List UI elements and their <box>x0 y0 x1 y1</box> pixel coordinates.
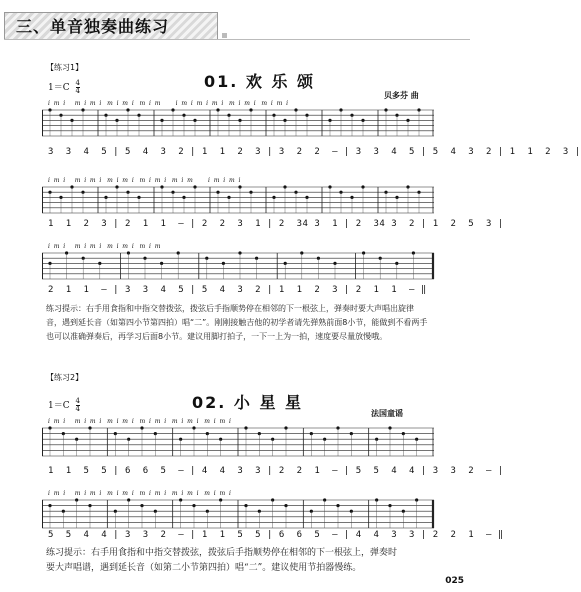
ex1-tip <box>46 302 466 344</box>
exercise-1-title: 01. 欢 乐 颂 <box>204 72 316 91</box>
exercise-1-composer: 贝多芬 曲 <box>384 90 419 100</box>
ex2-tip-line: 要大声唱谱，遇到延长音（如第二小节第四拍）唱“二”。建议使用节拍器慢练。 <box>46 563 362 573</box>
ex1-row1-numbers: 3 3 4 5 | 5 4 3 2 | 1 1 2 3 | 3 2 2 — | 3 3 4 5 | 5 4 3 2 | 1 1 2 3 | <box>48 147 581 157</box>
exercise-1-time-signature <box>76 80 80 95</box>
ex1-staff-2 <box>42 185 434 215</box>
ex1-row3-fingering: i m i m i m i m i m i m i m <box>48 243 161 250</box>
exercise-1-key <box>48 80 80 95</box>
ex2-tip-line: 练习提示：右手用食指和中指交替拨弦，拨弦后手指顺势停在相邻的下一根弦上，弹奏时 <box>46 548 398 558</box>
exercise-2-time-signature <box>76 398 80 413</box>
ex1-staff-3 <box>42 251 434 281</box>
banner-corner-mark <box>222 33 227 38</box>
exercise-1-time-bottom: 4 <box>75 87 80 95</box>
ex2-row2-fingering: i m i m i m i m i m i m i m i m i m i m i m i <box>48 490 231 497</box>
exercise-1-key-text: 1＝C <box>48 83 70 93</box>
ex1-staff-1 <box>42 108 434 138</box>
ex1-row2-fingering: i m i m i m i m i m i m i m i m i m i m i m i <box>48 177 241 184</box>
ex2-row1-numbers: 1 1 5 5 | 6 6 5 — | 4 4 3 3 | 2 2 1 — | 5 5 4 4 | 3 3 2 — | <box>48 466 504 476</box>
ex2-row2-numbers: 5 5 4 4 | 3 3 2 — | 1 1 5 5 | 6 6 5 — | 4 4 3 3 | 2 2 1 — ‖ <box>48 530 504 540</box>
ex1-row1-fingering: i m i m i m i m i m i m i m i m i m i m i m i m i m i m i <box>48 100 289 107</box>
exercise-2-title: 02. 小 星 星 <box>192 393 304 412</box>
exercise-2-time-bottom: 4 <box>75 405 80 413</box>
ex2-tip <box>46 546 466 576</box>
ex1-tip-line: 也可以准确弹奏后，再学习后面8小节。建议用脚打拍子，一下一上为一拍，速度要尽量放慢哦。 <box>46 332 388 341</box>
ex1-row2-numbers: 1 1 2 3 | 2 1 1 — | 2 2 3 1 | 2 34 3 1 | 2 34 3 2 | 1 2 5 3 | <box>48 219 504 229</box>
ex2-row1-fingering: i m i m i m i m i m i m i m i m i m i m i m i <box>48 418 231 425</box>
exercise-2-key-text: 1＝C <box>48 401 70 411</box>
ex1-tip-line: 音，遇到延长音（如第四小节第四拍）唱“二”。刚刚接触吉他的初学者请先弹熟前面8小节，能做到不看两手 <box>46 318 428 327</box>
ex1-row3-numbers: 2 1 1 — | 3 3 4 5 | 5 4 3 2 | 1 1 2 3 | 2 1 1 — ‖ <box>48 285 427 295</box>
ex2-staff-2 <box>42 498 434 530</box>
page-number: 025 <box>445 576 464 586</box>
exercise-2-label: 【练习2】 <box>46 373 84 382</box>
section-title: 三、单音独奏曲练习 <box>16 17 170 36</box>
exercise-1-label: 【练习1】 <box>46 63 84 72</box>
exercise-2-composer: 法国童谣 <box>371 408 403 418</box>
exercise-2-time-top: 4 <box>75 397 80 405</box>
ex1-tip-line: 练习提示：右手用食指和中指交替拨弦，拨弦后手指顺势停在相邻的下一根弦上，弹奏时要大声唱出旋律 <box>46 304 414 313</box>
section-banner <box>0 0 474 40</box>
exercise-1-time-top: 4 <box>75 79 80 87</box>
exercise-2-key <box>48 398 80 413</box>
ex2-staff-1 <box>42 426 434 458</box>
header-rule <box>4 39 470 40</box>
